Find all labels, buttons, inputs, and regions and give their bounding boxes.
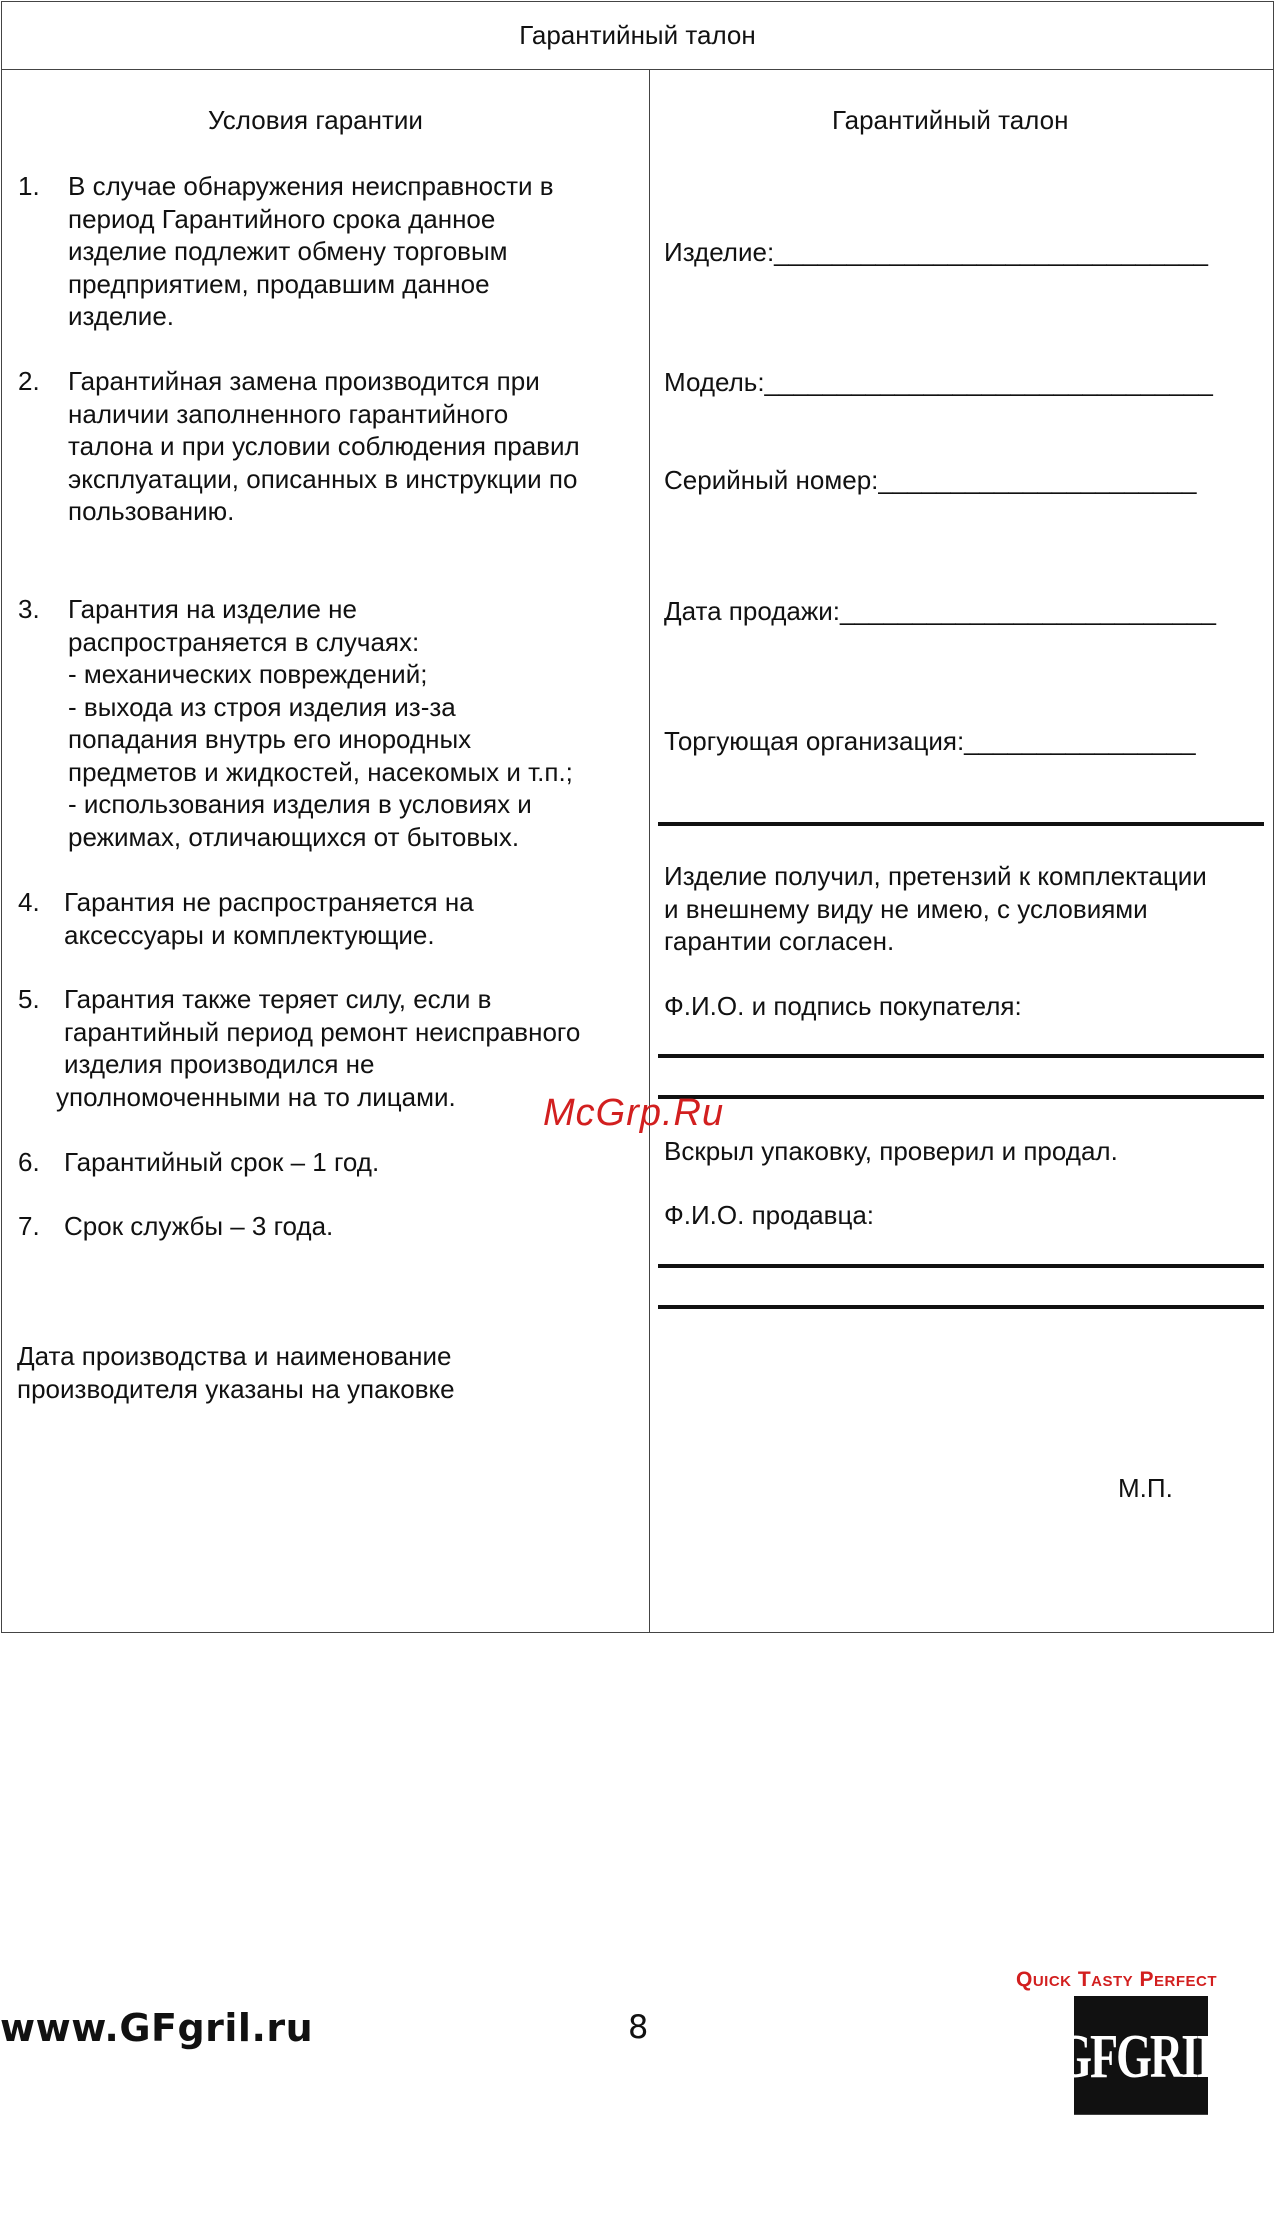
logo-text: GFGRIL [1056,2020,1226,2090]
condition-number: 3. [18,594,40,624]
condition-text-line: В случае обнаружения неисправности в [68,171,554,201]
condition-text-line: режимах, отличающихся от бытовых. [68,821,520,852]
buyer-statement-line: и внешнему виду не имею, с условиями [664,893,1148,924]
production-info-line: производителя указаны на упаковке [17,1373,455,1404]
seller-signature-line[interactable] [658,1264,1264,1268]
condition-text-line: Гарантия на изделие не [68,594,357,624]
condition-number: 7. [18,1211,40,1241]
condition-text-line: изделие подлежит обмену торговым [68,236,508,266]
store-field[interactable]: Торгующая организация:________________ [664,726,1196,756]
condition-text-line: Гарантийный срок – 1 год. [64,1147,380,1177]
buyer-statement-line: Изделие получил, претензий к комплектации [664,861,1207,891]
condition-text-line: период Гарантийного срока данное [68,203,496,234]
condition-text-line: распространяется в случаях: [68,626,420,657]
condition-text-line: предприятием, продавшим данное [68,268,490,299]
watermark: McGrp.Ru [543,1092,725,1134]
condition-text-line: аксессуары и комплектующие. [64,919,435,950]
condition-text-line: - механических повреждений; [68,659,428,689]
buyer-signature-label: Ф.И.О. и подпись покупателя: [664,991,1022,1021]
warranty-conditions-title: Условия гарантии [208,105,423,135]
condition-text-line: наличии заполненного гарантийного [68,398,509,429]
buyer-statement-line: гарантии согласен. [664,926,895,956]
condition-number: 6. [18,1147,40,1177]
warranty-card-frame [1,1,1274,1633]
page-number: 8 [628,2008,649,2046]
condition-number: 4. [18,887,40,917]
condition-text-line: пользованию. [68,496,235,526]
condition-text-line: Гарантия также теряет силу, если в [64,984,492,1014]
condition-text-line: изделие. [68,301,175,331]
condition-text-line: попадания внутрь его инородных [68,724,472,754]
condition-number: 1. [18,171,40,201]
stamp-placeholder: М.П. [1118,1473,1173,1503]
buyer-signature-line-2[interactable] [658,1095,1264,1099]
buyer-signature-line[interactable] [658,1054,1264,1058]
condition-text-line: гарантийный период ремонт неисправного [64,1016,581,1047]
column-divider [649,70,650,1633]
condition-text-line: талона и при условии соблюдения правил [68,431,580,461]
warranty-card-title: Гарантийный талон [832,105,1069,135]
condition-text-line: изделия производился не [64,1049,375,1079]
condition-text-line: - выхода из строя изделия из-за [68,691,456,722]
condition-text-line: уполномоченными на то лицами. [56,1081,456,1112]
condition-text-line: Гарантийная замена производится при [68,366,540,396]
card-header [2,2,1273,70]
condition-text-line: Срок службы – 3 года. [64,1211,334,1241]
sale-date-field[interactable]: Дата продажи:__________________________ [664,596,1216,626]
production-info-line: Дата производства и наименование [17,1341,452,1371]
condition-text-line: Гарантия не распространяется на [64,887,474,917]
card-header-title: Гарантийный талон [519,20,756,50]
seller-signature-line-2[interactable] [658,1305,1264,1309]
gfgril-logo [1056,1996,1226,2115]
product-field[interactable]: Изделие:______________________________ [664,237,1208,267]
seller-signature-label: Ф.И.О. продавца: [664,1200,875,1230]
serial-number-field[interactable]: Серийный номер:______________________ [664,465,1197,495]
condition-text-line: предметов и жидкостей, насекомых и т.п.; [68,756,573,787]
model-field[interactable]: Модель:_______________________________ [664,367,1213,397]
website-link[interactable]: www.GFgril.ru [0,2006,314,2050]
section-divider [658,822,1264,826]
condition-number: 5. [18,984,40,1014]
condition-text-line: - использования изделия в условиях и [68,789,532,819]
condition-number: 2. [18,366,40,396]
condition-text-line: эксплуатации, описанных в инструкции по [68,463,578,494]
brand-slogan: Quick Tasty Perfect [1016,1968,1218,1991]
seller-statement: Вскрыл упаковку, проверил и продал. [664,1136,1118,1166]
